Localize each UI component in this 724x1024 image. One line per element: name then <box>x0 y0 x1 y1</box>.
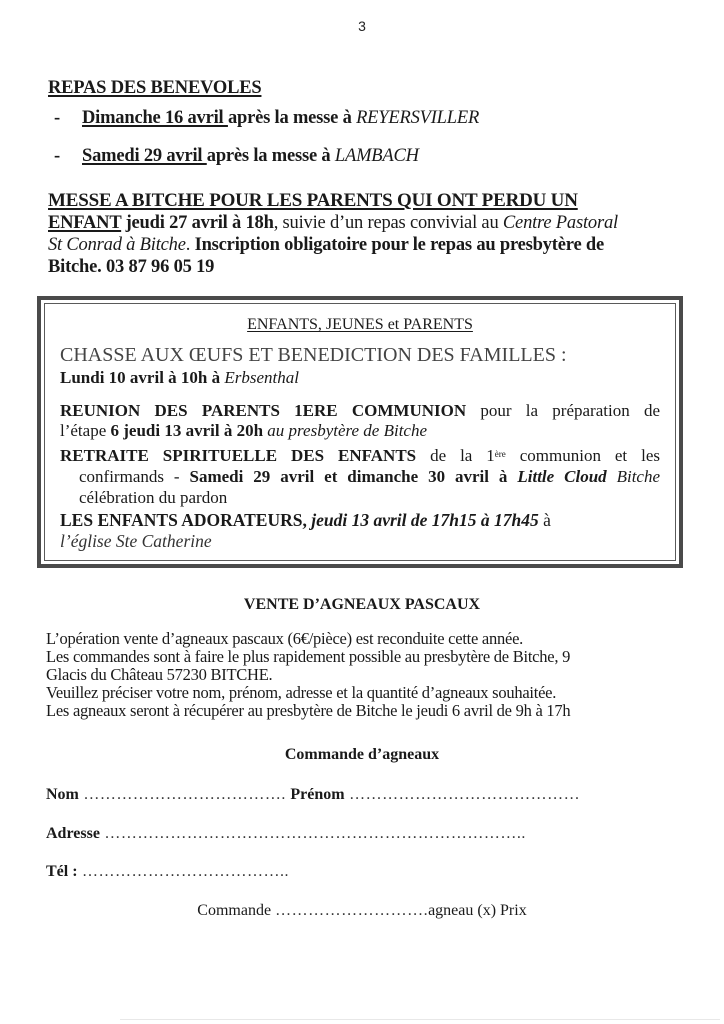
reunion-text: pour la préparation de <box>466 401 660 420</box>
retraite-place2: Bitche <box>606 467 661 486</box>
repas-title: REPAS DES BENEVOLES <box>48 78 262 98</box>
messe-after: , suivie d’un repas convivial au <box>273 213 503 233</box>
scan-edge-line <box>120 1019 720 1020</box>
adorateurs-place: l’église Ste Catherine <box>60 531 212 551</box>
vente-line: Glacis du Château 57230 BITCHE. <box>46 665 273 684</box>
retraite-item <box>60 445 660 508</box>
retraite-text1: de la 1 <box>416 446 495 465</box>
reunion-item <box>60 401 660 441</box>
repas-date: Dimanche 16 avril <box>82 108 228 128</box>
retraite-place: Little Cloud <box>517 467 607 486</box>
messe-period: . <box>185 235 195 255</box>
box-title: ENFANTS, JEUNES et PARENTS <box>247 316 473 333</box>
adresse-blank[interactable]: ………………………………………………………………….. <box>99 825 526 842</box>
chasse-when <box>60 368 299 388</box>
vente-body <box>46 630 716 720</box>
chasse-place: Erbsenthal <box>224 368 299 387</box>
commande-label: Commande <box>197 902 276 919</box>
page-number: 3 <box>358 18 366 34</box>
vente-line: L’opération vente d’agneaux pascaux (6€/pièce) est reconduite cette année. <box>46 629 524 648</box>
tel-field[interactable] <box>46 863 289 881</box>
messe-title-line2: ENFANT <box>48 213 122 233</box>
adorateurs-when: jeudi 13 avril de 17h15 à 17h45 <box>306 510 539 530</box>
messe-paragraph <box>48 190 628 278</box>
commande-quantity-field[interactable] <box>0 902 724 920</box>
repas-text: après la messe à <box>227 108 357 128</box>
nom-label: Nom <box>46 786 79 803</box>
messe-title-line1: MESSE A BITCHE POUR LES PARENTS QUI ONT PERDU UN <box>48 190 578 211</box>
repas-place: REYERSVILLER <box>356 108 480 128</box>
prenom-blank[interactable]: …………………………………… <box>344 786 581 803</box>
reunion-title: REUNION DES PARENTS 1ERE COMMUNION <box>60 401 467 420</box>
messe-place: Centre Pastoral St Conrad à Bitche <box>48 213 618 255</box>
repas-item <box>54 146 419 167</box>
adresse-field[interactable] <box>46 825 526 843</box>
commande-blank[interactable]: ………………………. <box>275 902 429 919</box>
adresse-label: Adresse <box>46 825 100 842</box>
adorateurs-a: à <box>538 510 551 530</box>
enfants-box <box>37 296 683 568</box>
reunion-place: au presbytère de Bitche <box>263 421 428 440</box>
retraite-text3: confirmands - <box>79 467 190 486</box>
repas-place: LAMBACH <box>334 146 419 166</box>
adorateurs-title: LES ENFANTS ADORATEURS, <box>60 510 307 530</box>
reunion-etape: l’étape <box>60 421 111 440</box>
messe-when: jeudi 27 avril à 18h <box>121 213 274 233</box>
chasse-title: CHASSE AUX ŒUFS ET BENEDICTION DES FAMILLES : <box>60 344 567 366</box>
bullet-dash: - <box>54 146 60 166</box>
adorateurs-item <box>60 510 660 552</box>
retraite-text2: communion et les <box>505 446 660 465</box>
nom-blank[interactable]: ………………………………. <box>78 786 291 803</box>
retraite-text4: célébration du pardon <box>79 488 228 507</box>
commande-suffix: agneau (x) Prix <box>428 902 527 919</box>
retraite-title: RETRAITE SPIRITUELLE DES ENFANTS <box>60 446 417 465</box>
repas-text: après la messe à <box>206 146 335 166</box>
retraite-sup: ère <box>494 449 506 459</box>
vente-title: VENTE D’AGNEAUX PASCAUX <box>243 596 481 613</box>
reunion-when: 6 jeudi 13 avril à 20h <box>110 421 264 440</box>
tel-label: Tél : <box>46 863 78 880</box>
vente-line: Les commandes sont à faire le plus rapidement possible au presbytère de Bitche, 9 <box>46 647 571 666</box>
messe-inscription: Inscription obligatoire pour le repas au presbytère de Bitche. 03 87 96 05 19 <box>48 235 604 277</box>
repas-date: Samedi 29 avril <box>82 146 207 166</box>
bullet-dash: - <box>54 108 60 128</box>
repas-item <box>54 108 479 129</box>
nom-prenom-field[interactable] <box>46 786 580 804</box>
prenom-label: Prénom <box>290 786 345 803</box>
vente-line: Les agneaux seront à récupérer au presbytère de Bitche le jeudi 6 avril de 9h à 17h <box>46 701 571 720</box>
retraite-when: Samedi 29 avril et dimanche 30 avril à <box>189 467 518 486</box>
vente-line: Veuillez préciser votre nom, prénom, adresse et la quantité d’agneaux souhaitée. <box>46 683 557 702</box>
chasse-date: Lundi 10 avril à 10h à <box>60 368 225 387</box>
commande-title: Commande d’agneaux <box>284 746 440 763</box>
tel-blank[interactable]: ……………………………….. <box>77 863 290 880</box>
